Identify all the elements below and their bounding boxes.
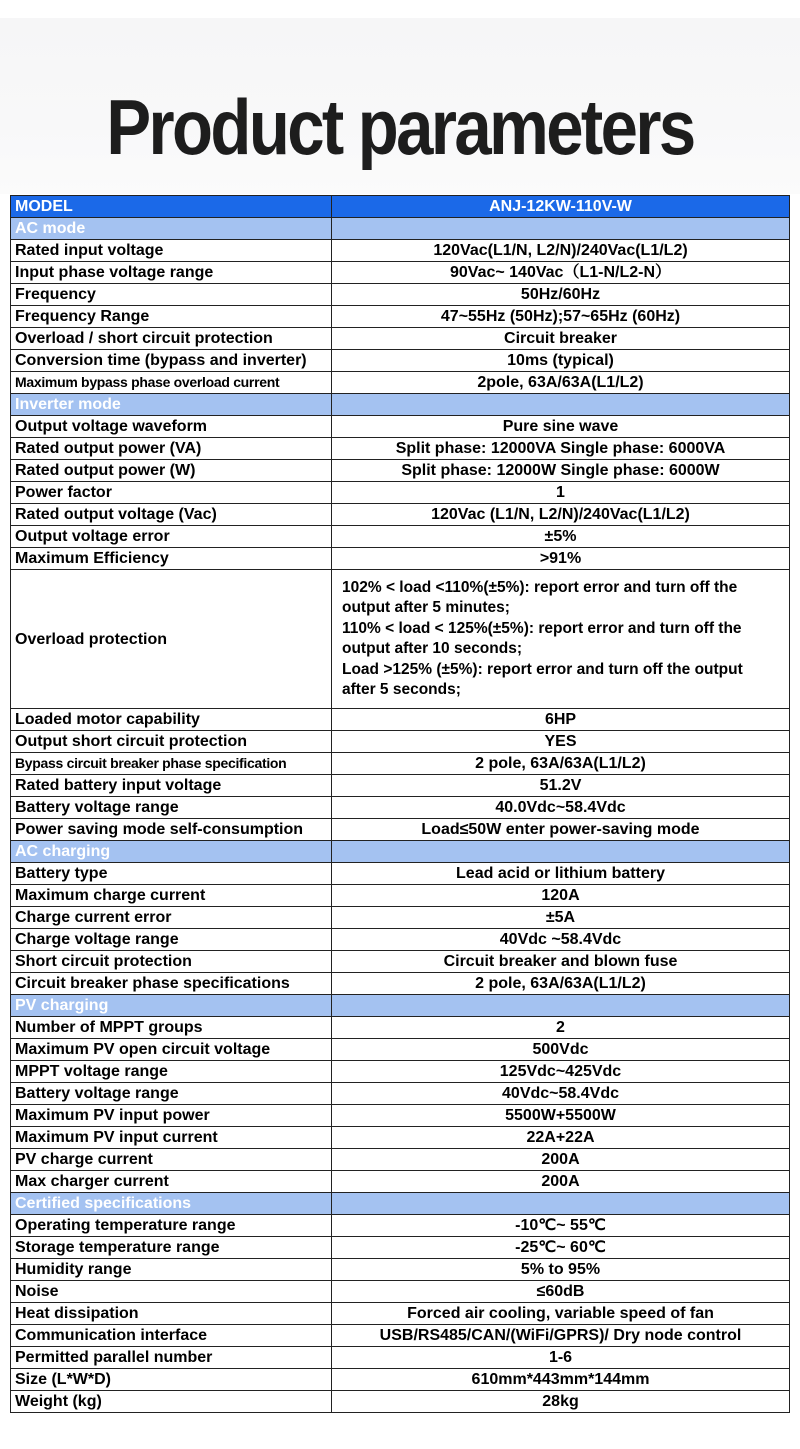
- section-spacer: [332, 218, 790, 240]
- spec-value: 47~55Hz (50Hz);57~65Hz (60Hz): [332, 306, 790, 328]
- spec-value: 50Hz/60Hz: [332, 284, 790, 306]
- section-spacer: [332, 1193, 790, 1215]
- spec-value-line: output after 5 minutes;: [342, 599, 510, 616]
- spec-value: 22A+22A: [332, 1127, 790, 1149]
- spec-row: [11, 775, 790, 797]
- spec-label: Frequency Range: [11, 306, 332, 328]
- spec-label: Output voltage error: [11, 526, 332, 548]
- spec-value: 28kg: [332, 1391, 790, 1413]
- spec-label: Rated input voltage: [11, 240, 332, 262]
- spec-label: Power factor: [11, 482, 332, 504]
- spec-label: Bypass circuit breaker phase specification: [11, 753, 332, 775]
- spec-row: [11, 1083, 790, 1105]
- spec-label: Loaded motor capability: [11, 709, 332, 731]
- spec-value: 2 pole, 63A/63A(L1/L2): [332, 973, 790, 995]
- spec-label: Maximum Efficiency: [11, 548, 332, 570]
- spec-row: [11, 929, 790, 951]
- spec-label: Output short circuit protection: [11, 731, 332, 753]
- page-title: Product parameters: [106, 83, 694, 171]
- spec-value: USB/RS485/CAN/(WiFi/GPRS)/ Dry node control: [332, 1325, 790, 1347]
- spec-row: [11, 460, 790, 482]
- spec-label: Permitted parallel number: [11, 1347, 332, 1369]
- spec-value: 2 pole, 63A/63A(L1/L2): [332, 753, 790, 775]
- spec-label: Circuit breaker phase specifications: [11, 973, 332, 995]
- spec-value: ≤60dB: [332, 1281, 790, 1303]
- top-band: [0, 0, 800, 18]
- section-header-row: [11, 218, 790, 240]
- spec-label: Frequency: [11, 284, 332, 306]
- spec-label: Maximum bypass phase overload current: [11, 372, 332, 394]
- spec-label: Max charger current: [11, 1171, 332, 1193]
- spec-row: [11, 1237, 790, 1259]
- spec-value: 610mm*443mm*144mm: [332, 1369, 790, 1391]
- spec-row: [11, 1127, 790, 1149]
- spec-row: [11, 306, 790, 328]
- spec-row: [11, 1347, 790, 1369]
- spec-row: [11, 797, 790, 819]
- spec-value: [332, 570, 790, 709]
- spec-value: Split phase: 12000W Single phase: 6000W: [332, 460, 790, 482]
- model-row: [11, 196, 790, 218]
- spec-row: [11, 1017, 790, 1039]
- spec-row: [11, 1369, 790, 1391]
- spec-label: Rated output power (W): [11, 460, 332, 482]
- spec-label: Heat dissipation: [11, 1303, 332, 1325]
- spec-value: 500Vdc: [332, 1039, 790, 1061]
- spec-label: Overload / short circuit protection: [11, 328, 332, 350]
- spec-value: 40Vdc~58.4Vdc: [332, 1083, 790, 1105]
- section-header-row: [11, 841, 790, 863]
- spec-row: [11, 1281, 790, 1303]
- spec-label: Rated output power (VA): [11, 438, 332, 460]
- spec-row: [11, 240, 790, 262]
- spec-label: Power saving mode self-consumption: [11, 819, 332, 841]
- spec-label: Short circuit protection: [11, 951, 332, 973]
- spec-value: Circuit breaker and blown fuse: [332, 951, 790, 973]
- section-title: PV charging: [11, 995, 332, 1017]
- spec-value: 200A: [332, 1149, 790, 1171]
- spec-row: [11, 819, 790, 841]
- section-title: AC mode: [11, 218, 332, 240]
- spec-label: Operating temperature range: [11, 1215, 332, 1237]
- spec-value: 125Vdc~425Vdc: [332, 1061, 790, 1083]
- page-header: [0, 18, 800, 194]
- spec-label: Maximum PV input current: [11, 1127, 332, 1149]
- spec-row: [11, 570, 790, 709]
- spec-label: Output voltage waveform: [11, 416, 332, 438]
- spec-label: Conversion time (bypass and inverter): [11, 350, 332, 372]
- section-header-row: [11, 394, 790, 416]
- spec-row: [11, 863, 790, 885]
- spec-value: 200A: [332, 1171, 790, 1193]
- spec-value: 40Vdc ~58.4Vdc: [332, 929, 790, 951]
- section-title: AC charging: [11, 841, 332, 863]
- spec-row: [11, 548, 790, 570]
- spec-label: Number of MPPT groups: [11, 1017, 332, 1039]
- spec-row: [11, 753, 790, 775]
- section-spacer: [332, 394, 790, 416]
- spec-row: [11, 1215, 790, 1237]
- spec-row: [11, 731, 790, 753]
- spec-row: [11, 526, 790, 548]
- spec-table: [10, 195, 790, 1413]
- spec-value: 120Vac(L1/N, L2/N)/240Vac(L1/L2): [332, 240, 790, 262]
- spec-label: Maximum PV input power: [11, 1105, 332, 1127]
- spec-row: [11, 284, 790, 306]
- section-header-row: [11, 1193, 790, 1215]
- spec-label: Rated output voltage (Vac): [11, 504, 332, 526]
- section-spacer: [332, 841, 790, 863]
- spec-row: [11, 1325, 790, 1347]
- spec-value: 1: [332, 482, 790, 504]
- spec-row: [11, 1149, 790, 1171]
- spec-value: 5500W+5500W: [332, 1105, 790, 1127]
- spec-label: Maximum PV open circuit voltage: [11, 1039, 332, 1061]
- spec-value: 5% to 95%: [332, 1259, 790, 1281]
- spec-value: >91%: [332, 548, 790, 570]
- spec-row: [11, 1061, 790, 1083]
- spec-value-line: Load >125% (±5%): report error and turn off the output: [342, 660, 743, 678]
- spec-value: -25℃~ 60℃: [332, 1237, 790, 1259]
- spec-label: Storage temperature range: [11, 1237, 332, 1259]
- spec-row: [11, 907, 790, 929]
- spec-value: Forced air cooling, variable speed of fan: [332, 1303, 790, 1325]
- spec-value: 120Vac (L1/N, L2/N)/240Vac(L1/L2): [332, 504, 790, 526]
- spec-label: Communication interface: [11, 1325, 332, 1347]
- spec-label: MPPT voltage range: [11, 1061, 332, 1083]
- spec-value-line: after 5 seconds;: [342, 681, 461, 698]
- spec-row: [11, 951, 790, 973]
- model-value: ANJ-12KW-110V-W: [332, 196, 790, 218]
- spec-row: [11, 372, 790, 394]
- spec-row: [11, 885, 790, 907]
- section-header-row: [11, 995, 790, 1017]
- spec-row: [11, 1259, 790, 1281]
- spec-label: Battery voltage range: [11, 1083, 332, 1105]
- spec-value: 120A: [332, 885, 790, 907]
- spec-row: [11, 709, 790, 731]
- spec-row: [11, 1105, 790, 1127]
- spec-value-line: output after 10 seconds;: [342, 640, 522, 657]
- section-title: Inverter mode: [11, 394, 332, 416]
- spec-value: 40.0Vdc~58.4Vdc: [332, 797, 790, 819]
- spec-value: ±5%: [332, 526, 790, 548]
- spec-value: 6HP: [332, 709, 790, 731]
- spec-value: Split phase: 12000VA Single phase: 6000VA: [332, 438, 790, 460]
- spec-row: [11, 973, 790, 995]
- spec-label: Noise: [11, 1281, 332, 1303]
- spec-value-line: 110% < load < 125%(±5%): report error and turn off the: [342, 619, 742, 637]
- spec-row: [11, 1391, 790, 1413]
- spec-value: Load≤50W enter power-saving mode: [332, 819, 790, 841]
- spec-value: YES: [332, 731, 790, 753]
- spec-row: [11, 504, 790, 526]
- spec-label: Charge current error: [11, 907, 332, 929]
- spec-label: Maximum charge current: [11, 885, 332, 907]
- spec-row: [11, 438, 790, 460]
- spec-row: [11, 328, 790, 350]
- spec-value: Lead acid or lithium battery: [332, 863, 790, 885]
- spec-row: [11, 482, 790, 504]
- spec-row: [11, 350, 790, 372]
- spec-value: 10ms (typical): [332, 350, 790, 372]
- spec-row: [11, 1171, 790, 1193]
- spec-label: Humidity range: [11, 1259, 332, 1281]
- spec-label: Rated battery input voltage: [11, 775, 332, 797]
- spec-label: Input phase voltage range: [11, 262, 332, 284]
- model-label: MODEL: [11, 196, 332, 218]
- spec-value: Pure sine wave: [332, 416, 790, 438]
- section-spacer: [332, 995, 790, 1017]
- spec-value: 1-6: [332, 1347, 790, 1369]
- spec-row: [11, 1303, 790, 1325]
- spec-value-line: 102% < load <110%(±5%): report error and turn off the: [342, 578, 738, 596]
- spec-row: [11, 262, 790, 284]
- spec-table-body: [11, 196, 790, 1413]
- spec-value: 51.2V: [332, 775, 790, 797]
- spec-row: [11, 416, 790, 438]
- spec-label: Weight (kg): [11, 1391, 332, 1413]
- spec-value: 90Vac~ 140Vac（L1-N/L2-N）: [332, 262, 790, 284]
- spec-value: ±5A: [332, 907, 790, 929]
- spec-label: Battery voltage range: [11, 797, 332, 819]
- spec-row: [11, 1039, 790, 1061]
- spec-value: Circuit breaker: [332, 328, 790, 350]
- spec-label: Size (L*W*D): [11, 1369, 332, 1391]
- spec-value: 2pole, 63A/63A(L1/L2): [332, 372, 790, 394]
- spec-label: Charge voltage range: [11, 929, 332, 951]
- spec-label: Overload protection: [11, 570, 332, 709]
- spec-value: -10℃~ 55℃: [332, 1215, 790, 1237]
- spec-label: PV charge current: [11, 1149, 332, 1171]
- section-title: Certified specifications: [11, 1193, 332, 1215]
- spec-value: 2: [332, 1017, 790, 1039]
- spec-label: Battery type: [11, 863, 332, 885]
